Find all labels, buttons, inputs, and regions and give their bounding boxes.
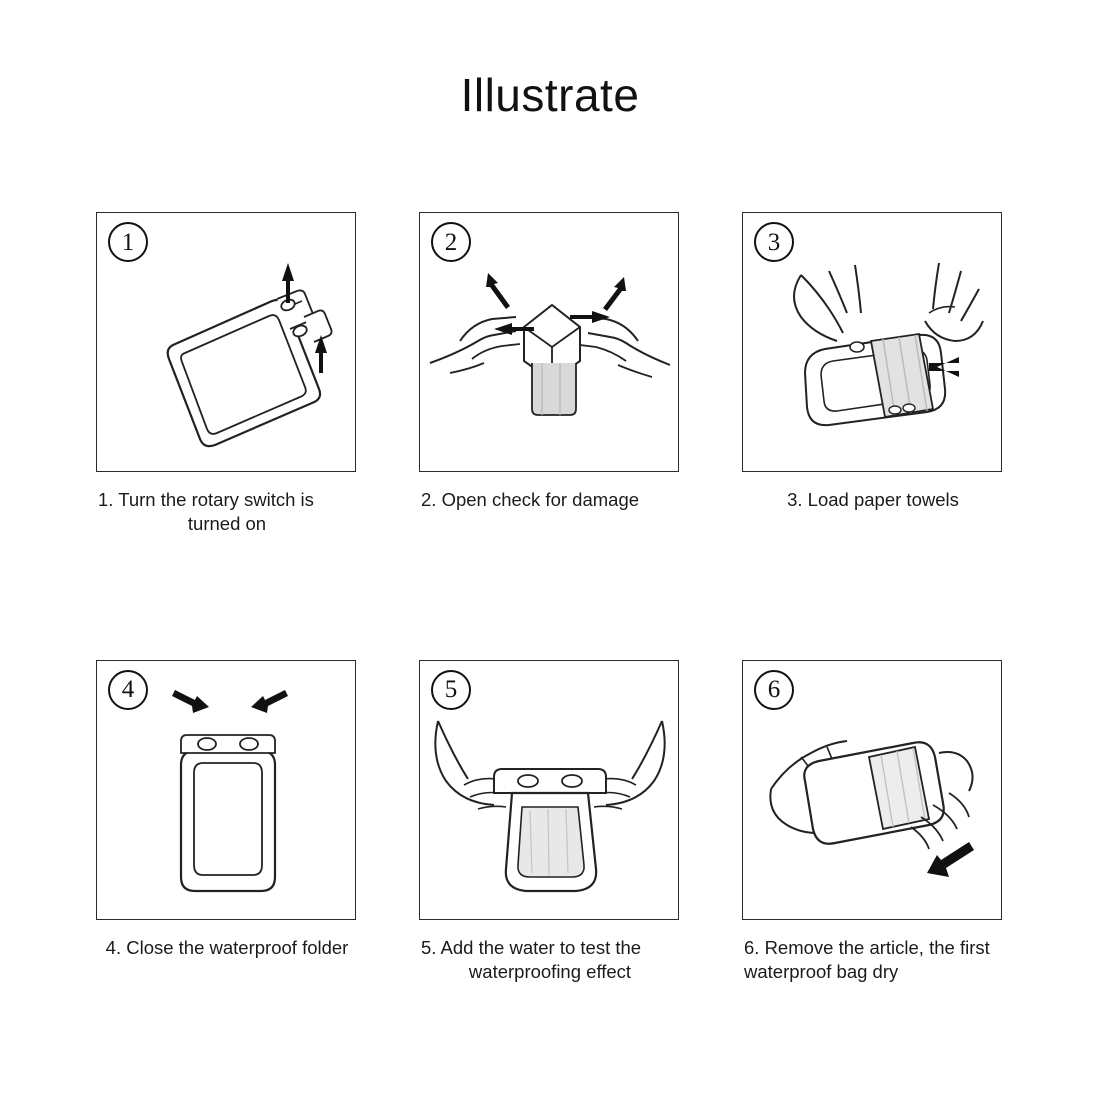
steps-grid [96, 212, 1004, 985]
illustration-open-check-damage [420, 213, 678, 471]
step-cell-4 [96, 660, 358, 985]
illustration-pouch-rotary-switch [97, 213, 355, 471]
step-caption-1: 1. Turn the rotary switch is turned on [98, 489, 314, 535]
illustration-water-test [420, 661, 678, 919]
page-title: Illustrate [460, 69, 640, 121]
step-caption-2: 2. Open check for damage [421, 489, 640, 510]
step-number-2: 2 [431, 222, 471, 262]
step-cell-6 [742, 660, 1004, 985]
step-caption-5: 5. Add the water to test the waterproofing effect [421, 936, 642, 983]
illustration-closed-waterproof-folder [97, 661, 355, 919]
step-figure-2 [419, 212, 679, 472]
step-number-3: 3 [754, 222, 794, 262]
step-number-4: 4 [108, 670, 148, 710]
illustration-load-paper-towels [743, 213, 1001, 471]
step-caption-4: 4. Close the waterproof folder [105, 936, 349, 958]
step-number-5: 5 [431, 670, 471, 710]
step-number-1: 1 [108, 222, 148, 262]
step-figure-6 [742, 660, 1002, 920]
step-cell-5 [419, 660, 681, 985]
step-figure-4 [96, 660, 356, 920]
step-cell-3 [742, 212, 1004, 537]
step-cell-1 [96, 212, 358, 537]
step-cell-2 [419, 212, 681, 537]
illustration-remove-dry-article [743, 661, 1001, 919]
step-caption-6: 6. Remove the article, the first waterproof bag dry [744, 936, 990, 983]
step-figure-1 [96, 212, 356, 472]
step-number-6: 6 [754, 670, 794, 710]
step-figure-5 [419, 660, 679, 920]
step-figure-3 [742, 212, 1002, 472]
step-caption-3: 3. Load paper towels [787, 489, 959, 510]
